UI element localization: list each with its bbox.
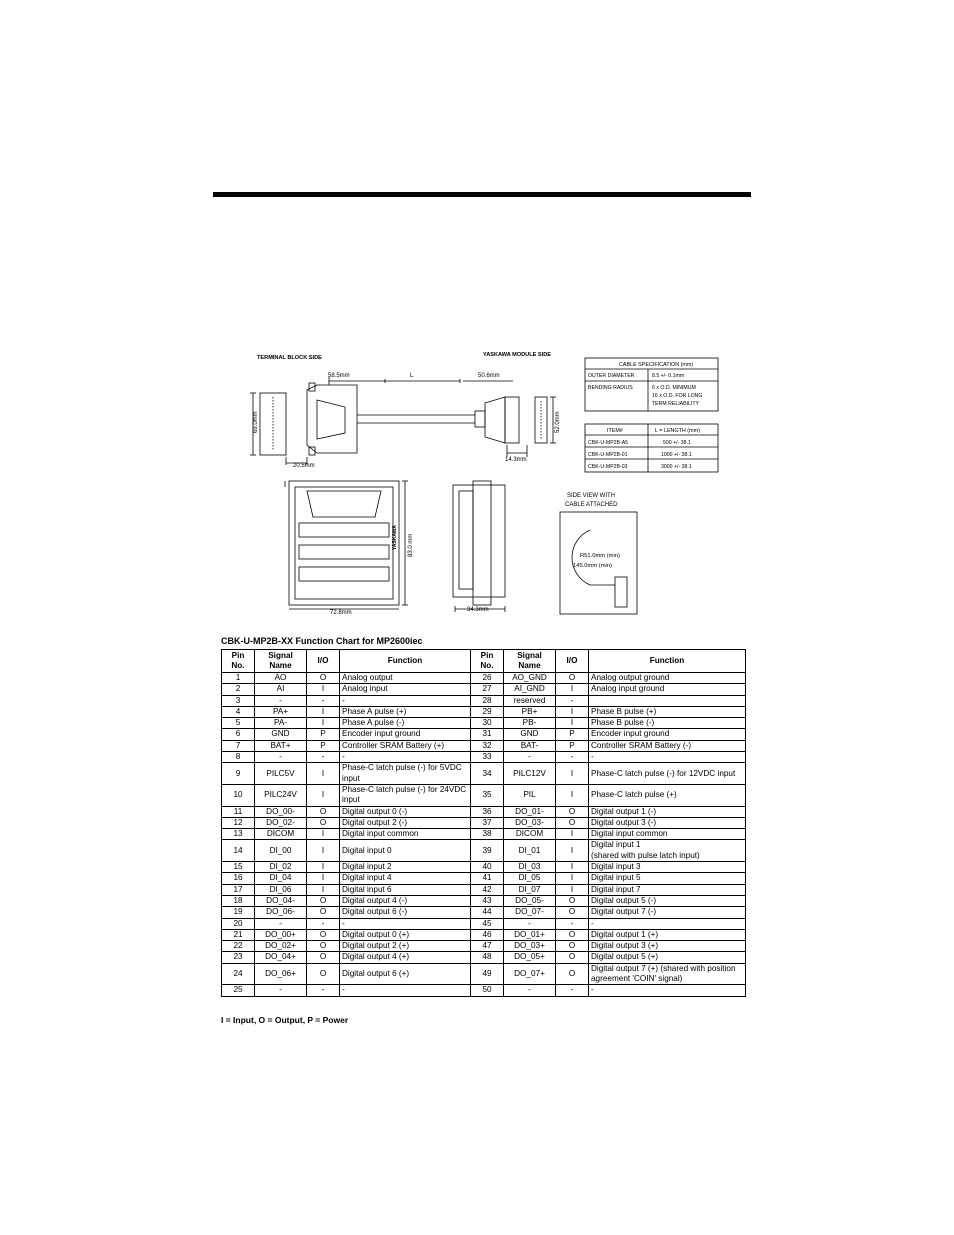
function-cell: Digital output 5 (-) bbox=[589, 895, 746, 906]
pin-no-cell: 20 bbox=[222, 918, 255, 929]
yaskawa-module-side-label: YASKAWA MODULE SIDE bbox=[483, 352, 551, 358]
function-cell: - bbox=[340, 752, 471, 763]
pin-no-cell: 34 bbox=[471, 763, 504, 785]
function-cell: Digital input 4 bbox=[340, 873, 471, 884]
io-type-cell: O bbox=[556, 817, 589, 828]
pin-no-cell: 35 bbox=[471, 784, 504, 806]
pin-no-cell: 21 bbox=[222, 929, 255, 940]
radius-51-label: R51.0mm (min) bbox=[580, 553, 620, 559]
length-row-length: 1000 +/- 38.1 bbox=[661, 452, 692, 458]
length-col-length: L = LENGTH (mm) bbox=[655, 428, 700, 434]
pin-no-cell: 5 bbox=[222, 718, 255, 729]
pin-no-cell: 50 bbox=[471, 985, 504, 996]
io-type-cell: P bbox=[556, 729, 589, 740]
signal-name-cell: DO_06- bbox=[255, 907, 307, 918]
io-type-cell: O bbox=[556, 673, 589, 684]
function-cell: Digital output 7 (-) bbox=[589, 907, 746, 918]
table-row bbox=[222, 963, 746, 985]
signal-name-cell: PILC24V bbox=[255, 784, 307, 806]
side-view-line2: CABLE ATTACHED bbox=[565, 502, 618, 508]
dim-52: 52.0mm bbox=[555, 411, 561, 433]
cable-spec-header: CABLE SPECIFICATION (mm) bbox=[619, 362, 694, 368]
pin-no-cell: 13 bbox=[222, 829, 255, 840]
signal-name-cell: DO_07- bbox=[504, 907, 556, 918]
signal-name-cell: DO_00- bbox=[255, 806, 307, 817]
signal-name-cell: PILC12V bbox=[504, 763, 556, 785]
signal-name-cell: GND bbox=[504, 729, 556, 740]
signal-name-cell: PA- bbox=[255, 718, 307, 729]
table-row bbox=[222, 673, 746, 684]
function-chart-table bbox=[221, 649, 746, 997]
function-cell bbox=[589, 695, 746, 706]
pin-no-cell: 28 bbox=[471, 695, 504, 706]
dim-34-3: 34.3mm bbox=[467, 607, 489, 613]
column-header: Pin No. bbox=[471, 650, 504, 673]
length-row-item: CBK-U-MP2B-03 bbox=[588, 464, 628, 470]
signal-name-cell: AI_GND bbox=[504, 684, 556, 695]
signal-name-cell: AO_GND bbox=[504, 673, 556, 684]
length-col-item: ITEM# bbox=[607, 428, 623, 434]
table-row bbox=[222, 941, 746, 952]
dim-72-8: 72.8mm bbox=[330, 610, 352, 616]
pin-no-cell: 36 bbox=[471, 806, 504, 817]
io-type-cell: O bbox=[307, 941, 340, 952]
signal-name-cell: DO_05- bbox=[504, 895, 556, 906]
function-cell: Digital input 0 bbox=[340, 840, 471, 862]
io-type-cell: O bbox=[556, 895, 589, 906]
dim-l: L bbox=[410, 373, 414, 379]
io-type-cell: I bbox=[307, 873, 340, 884]
function-cell: Digital output 4 (-) bbox=[340, 895, 471, 906]
io-type-cell: I bbox=[307, 718, 340, 729]
signal-name-cell: DI_02 bbox=[255, 862, 307, 873]
signal-name-cell: PB- bbox=[504, 718, 556, 729]
pin-no-cell: 18 bbox=[222, 895, 255, 906]
table-row bbox=[222, 817, 746, 828]
io-type-cell: I bbox=[556, 884, 589, 895]
length-row-item: CBK-U-MP2B-01 bbox=[588, 452, 628, 458]
function-cell: Analog input bbox=[340, 684, 471, 695]
function-cell: Digital input common bbox=[589, 829, 746, 840]
pin-no-cell: 49 bbox=[471, 963, 504, 985]
pin-no-cell: 31 bbox=[471, 729, 504, 740]
io-type-cell: P bbox=[307, 740, 340, 751]
function-cell: Digital input 6 bbox=[340, 884, 471, 895]
io-type-cell: O bbox=[556, 963, 589, 985]
function-cell: Digital input 1 (shared with pulse latch input) bbox=[589, 840, 746, 862]
table-row bbox=[222, 729, 746, 740]
column-header: Signal Name bbox=[504, 650, 556, 673]
function-cell: Phase-C latch pulse (-) for 24VDC input bbox=[340, 784, 471, 806]
pin-no-cell: 1 bbox=[222, 673, 255, 684]
function-cell: Analog output ground bbox=[589, 673, 746, 684]
io-type-cell: I bbox=[307, 684, 340, 695]
signal-name-cell: DI_07 bbox=[504, 884, 556, 895]
io-type-cell: - bbox=[556, 985, 589, 996]
cable-dimension-drawing bbox=[245, 345, 735, 620]
column-header: I/O bbox=[556, 650, 589, 673]
signal-name-cell: - bbox=[504, 985, 556, 996]
signal-name-cell: reserved bbox=[504, 695, 556, 706]
signal-name-cell: DO_04+ bbox=[255, 952, 307, 963]
function-cell: - bbox=[340, 695, 471, 706]
function-cell: Digital output 2 (-) bbox=[340, 817, 471, 828]
function-cell: Phase-C latch pulse (-) for 5VDC input bbox=[340, 763, 471, 785]
signal-name-cell: DO_05+ bbox=[504, 952, 556, 963]
signal-name-cell: DO_04- bbox=[255, 895, 307, 906]
table-row bbox=[222, 752, 746, 763]
io-type-cell: O bbox=[307, 817, 340, 828]
signal-name-cell: PIL bbox=[504, 784, 556, 806]
function-cell: Phase-C latch pulse (+) bbox=[589, 784, 746, 806]
signal-name-cell: PA+ bbox=[255, 706, 307, 717]
table-row bbox=[222, 873, 746, 884]
outer-diameter-label: OUTER DIAMETER bbox=[588, 373, 635, 379]
table-row bbox=[222, 740, 746, 751]
table-row bbox=[222, 895, 746, 906]
pin-no-cell: 39 bbox=[471, 840, 504, 862]
signal-name-cell: - bbox=[255, 985, 307, 996]
io-type-cell: O bbox=[307, 952, 340, 963]
function-cell: Digital output 2 (+) bbox=[340, 941, 471, 952]
function-cell: Digital output 4 (+) bbox=[340, 952, 471, 963]
table-row bbox=[222, 706, 746, 717]
length-row-length: 3000 +/- 38.1 bbox=[661, 464, 692, 470]
function-cell: Digital output 6 (-) bbox=[340, 907, 471, 918]
function-cell: Digital output 0 (-) bbox=[340, 806, 471, 817]
io-type-cell: O bbox=[556, 929, 589, 940]
signal-name-cell: BAT- bbox=[504, 740, 556, 751]
signal-name-cell: AO bbox=[255, 673, 307, 684]
pin-no-cell: 44 bbox=[471, 907, 504, 918]
io-type-cell: I bbox=[556, 873, 589, 884]
function-cell: Digital output 6 (+) bbox=[340, 963, 471, 985]
function-cell: Digital input 3 bbox=[589, 862, 746, 873]
pin-no-cell: 33 bbox=[471, 752, 504, 763]
io-type-cell: I bbox=[307, 840, 340, 862]
table-row bbox=[222, 907, 746, 918]
dim-58-5: 58.5mm bbox=[328, 373, 350, 379]
table-row bbox=[222, 829, 746, 840]
pin-no-cell: 17 bbox=[222, 884, 255, 895]
pin-no-cell: 22 bbox=[222, 941, 255, 952]
table-row bbox=[222, 763, 746, 785]
function-cell: Analog input ground bbox=[589, 684, 746, 695]
column-header: Function bbox=[340, 650, 471, 673]
signal-name-cell: DO_01- bbox=[504, 806, 556, 817]
yaskawa-brand-mark: YASKAWA bbox=[392, 525, 398, 550]
signal-name-cell: DICOM bbox=[255, 829, 307, 840]
pin-no-cell: 41 bbox=[471, 873, 504, 884]
io-type-cell: I bbox=[556, 718, 589, 729]
bending-line3: TERM RELIABILITY bbox=[652, 401, 699, 407]
io-type-cell: - bbox=[307, 985, 340, 996]
signal-name-cell: - bbox=[255, 695, 307, 706]
table-row bbox=[222, 952, 746, 963]
pin-no-cell: 4 bbox=[222, 706, 255, 717]
signal-name-cell: - bbox=[255, 918, 307, 929]
io-type-cell: I bbox=[307, 862, 340, 873]
function-cell: - bbox=[589, 918, 746, 929]
io-type-cell: O bbox=[556, 907, 589, 918]
io-type-cell: O bbox=[307, 907, 340, 918]
function-cell: Digital output 1 (-) bbox=[589, 806, 746, 817]
io-type-cell: I bbox=[556, 840, 589, 862]
dim-83: 83.0 mm bbox=[408, 533, 414, 557]
table-header-row bbox=[222, 650, 746, 673]
pin-no-cell: 9 bbox=[222, 763, 255, 785]
length-row-length: 500 +/- 38.1 bbox=[663, 440, 691, 446]
io-type-cell: I bbox=[556, 829, 589, 840]
io-type-cell: P bbox=[307, 729, 340, 740]
signal-name-cell: - bbox=[255, 752, 307, 763]
table-row bbox=[222, 784, 746, 806]
column-header: Pin No. bbox=[222, 650, 255, 673]
io-type-cell: I bbox=[556, 684, 589, 695]
signal-name-cell: DO_06+ bbox=[255, 963, 307, 985]
pin-no-cell: 40 bbox=[471, 862, 504, 873]
signal-name-cell: BAT+ bbox=[255, 740, 307, 751]
header-rule bbox=[213, 192, 751, 197]
function-cell: Digital output 5 (+) bbox=[589, 952, 746, 963]
function-cell: Phase A pulse (+) bbox=[340, 706, 471, 717]
table-row bbox=[222, 684, 746, 695]
io-type-cell: - bbox=[307, 918, 340, 929]
dim-14-3: 14.3mm bbox=[505, 457, 527, 463]
pin-no-cell: 43 bbox=[471, 895, 504, 906]
signal-name-cell: DI_04 bbox=[255, 873, 307, 884]
signal-name-cell: DI_01 bbox=[504, 840, 556, 862]
io-type-cell: O bbox=[556, 952, 589, 963]
io-type-cell: O bbox=[556, 806, 589, 817]
function-cell: Digital output 7 (+) (shared with position agreement 'COIN' signal) bbox=[589, 963, 746, 985]
bending-line2: 16 x O.D. FOR LONG bbox=[652, 393, 703, 399]
io-type-cell: - bbox=[307, 752, 340, 763]
pin-no-cell: 47 bbox=[471, 941, 504, 952]
pin-no-cell: 46 bbox=[471, 929, 504, 940]
radius-145-label: 145.0mm (min) bbox=[573, 563, 612, 569]
dim-20-5: 20.5mm bbox=[293, 463, 315, 469]
signal-name-cell: DI_00 bbox=[255, 840, 307, 862]
io-type-cell: I bbox=[556, 763, 589, 785]
table-row bbox=[222, 985, 746, 996]
io-type-cell: I bbox=[307, 763, 340, 785]
pin-no-cell: 2 bbox=[222, 684, 255, 695]
terminal-block-side bbox=[453, 485, 505, 597]
signal-name-cell: DO_00+ bbox=[255, 929, 307, 940]
function-cell: Phase-C latch pulse (-) for 12VDC input bbox=[589, 763, 746, 785]
function-cell: - bbox=[340, 985, 471, 996]
pin-no-cell: 42 bbox=[471, 884, 504, 895]
signal-name-cell: DICOM bbox=[504, 829, 556, 840]
function-cell: Digital input 5 bbox=[589, 873, 746, 884]
function-cell: - bbox=[589, 752, 746, 763]
table-row bbox=[222, 884, 746, 895]
function-cell: Digital output 3 (-) bbox=[589, 817, 746, 828]
pin-no-cell: 6 bbox=[222, 729, 255, 740]
function-cell: Phase B pulse (+) bbox=[589, 706, 746, 717]
pin-no-cell: 14 bbox=[222, 840, 255, 862]
signal-name-cell: DI_05 bbox=[504, 873, 556, 884]
signal-name-cell: - bbox=[504, 752, 556, 763]
pin-no-cell: 3 bbox=[222, 695, 255, 706]
signal-name-cell: DI_06 bbox=[255, 884, 307, 895]
io-type-cell: O bbox=[307, 963, 340, 985]
pin-no-cell: 45 bbox=[471, 918, 504, 929]
pin-no-cell: 11 bbox=[222, 806, 255, 817]
side-view-line1: SIDE VIEW WITH bbox=[567, 493, 615, 499]
table-row bbox=[222, 806, 746, 817]
io-type-cell: - bbox=[556, 695, 589, 706]
pin-no-cell: 26 bbox=[471, 673, 504, 684]
pin-no-cell: 19 bbox=[222, 907, 255, 918]
pin-no-cell: 25 bbox=[222, 985, 255, 996]
pin-no-cell: 37 bbox=[471, 817, 504, 828]
table-row bbox=[222, 695, 746, 706]
function-chart-caption: CBK-U-MP2B-XX Function Chart for MP2600iec bbox=[221, 636, 423, 646]
function-cell: Digital input common bbox=[340, 829, 471, 840]
function-cell: Encoder input ground bbox=[589, 729, 746, 740]
signal-name-cell: PILC5V bbox=[255, 763, 307, 785]
function-cell: Digital output 3 (+) bbox=[589, 941, 746, 952]
function-cell: Encoder input ground bbox=[340, 729, 471, 740]
io-type-cell: I bbox=[556, 784, 589, 806]
function-cell: Digital input 2 bbox=[340, 862, 471, 873]
signal-name-cell: DO_03- bbox=[504, 817, 556, 828]
function-cell: Digital output 1 (+) bbox=[589, 929, 746, 940]
signal-name-cell: DO_02+ bbox=[255, 941, 307, 952]
pin-no-cell: 7 bbox=[222, 740, 255, 751]
column-header: I/O bbox=[307, 650, 340, 673]
io-type-cell: P bbox=[556, 740, 589, 751]
table-row bbox=[222, 918, 746, 929]
signal-name-cell: DO_01+ bbox=[504, 929, 556, 940]
io-type-cell: O bbox=[307, 929, 340, 940]
io-type-cell: - bbox=[556, 752, 589, 763]
pin-no-cell: 29 bbox=[471, 706, 504, 717]
pin-no-cell: 32 bbox=[471, 740, 504, 751]
table-row bbox=[222, 718, 746, 729]
io-type-cell: I bbox=[556, 706, 589, 717]
table-row bbox=[222, 929, 746, 940]
signal-name-cell: - bbox=[504, 918, 556, 929]
column-header: Function bbox=[589, 650, 746, 673]
io-legend: I = Input, O = Output, P = Power bbox=[221, 1015, 349, 1025]
pin-no-cell: 23 bbox=[222, 952, 255, 963]
function-cell: Digital input 7 bbox=[589, 884, 746, 895]
length-row-item: CBK-U-MP2B-A5 bbox=[588, 440, 629, 446]
io-type-cell: O bbox=[307, 673, 340, 684]
signal-name-cell: DO_02- bbox=[255, 817, 307, 828]
pin-no-cell: 10 bbox=[222, 784, 255, 806]
signal-name-cell: DI_03 bbox=[504, 862, 556, 873]
io-type-cell: O bbox=[556, 941, 589, 952]
function-cell: Digital output 0 (+) bbox=[340, 929, 471, 940]
pin-no-cell: 16 bbox=[222, 873, 255, 884]
pin-no-cell: 15 bbox=[222, 862, 255, 873]
table-row bbox=[222, 840, 746, 862]
io-type-cell: - bbox=[556, 918, 589, 929]
io-type-cell: I bbox=[556, 862, 589, 873]
io-type-cell: I bbox=[307, 706, 340, 717]
bending-radius-label: BENDING RADIUS bbox=[588, 385, 633, 391]
pin-no-cell: 30 bbox=[471, 718, 504, 729]
signal-name-cell: GND bbox=[255, 729, 307, 740]
outer-diameter-value: 8.5 +/- 0.1mm bbox=[652, 373, 685, 379]
function-cell: Phase A pulse (-) bbox=[340, 718, 471, 729]
function-cell: Controller SRAM Battery (-) bbox=[589, 740, 746, 751]
dim-50-6: 50.6mm bbox=[478, 373, 500, 379]
io-type-cell: I bbox=[307, 829, 340, 840]
pin-no-cell: 27 bbox=[471, 684, 504, 695]
bending-line1: 6 x O.D. MINIMUM bbox=[652, 385, 696, 391]
terminal-block-side-label: TERMINAL BLOCK SIDE bbox=[257, 355, 322, 361]
io-type-cell: - bbox=[307, 695, 340, 706]
function-cell: Controller SRAM Battery (+) bbox=[340, 740, 471, 751]
function-cell: Analog output bbox=[340, 673, 471, 684]
io-type-cell: O bbox=[307, 895, 340, 906]
terminal-block-front bbox=[289, 481, 399, 605]
signal-name-cell: DO_07+ bbox=[504, 963, 556, 985]
signal-name-cell: AI bbox=[255, 684, 307, 695]
column-header: Signal Name bbox=[255, 650, 307, 673]
pin-no-cell: 48 bbox=[471, 952, 504, 963]
table-row bbox=[222, 862, 746, 873]
function-cell: - bbox=[340, 918, 471, 929]
pin-no-cell: 8 bbox=[222, 752, 255, 763]
function-cell: Phase B pulse (-) bbox=[589, 718, 746, 729]
pin-no-cell: 12 bbox=[222, 817, 255, 828]
pin-no-cell: 38 bbox=[471, 829, 504, 840]
signal-name-cell: PB+ bbox=[504, 706, 556, 717]
io-type-cell: O bbox=[307, 806, 340, 817]
function-cell: - bbox=[589, 985, 746, 996]
io-type-cell: I bbox=[307, 884, 340, 895]
io-type-cell: I bbox=[307, 784, 340, 806]
dim-69: 69.0mm bbox=[253, 411, 259, 433]
pin-no-cell: 24 bbox=[222, 963, 255, 985]
signal-name-cell: DO_03+ bbox=[504, 941, 556, 952]
